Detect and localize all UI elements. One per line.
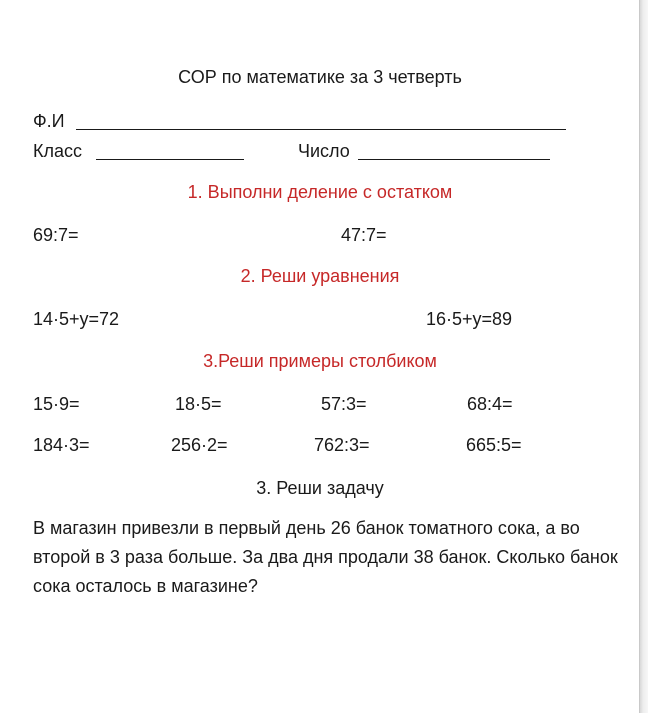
division-example: 69:7=	[33, 225, 79, 245]
section-division-heading: 1. Выполни деление с остатком	[187, 182, 453, 202]
section-problem-heading: 3. Реши задачу	[256, 478, 384, 498]
name-line	[76, 129, 566, 130]
problem-text: В магазин привезли в первый день 26 банок томатного сока, а во второй в 3 раза больше. За два дня продали 38 банок. Сколько банок сока осталось в магазине?	[33, 518, 618, 596]
page-edge	[639, 0, 648, 713]
class-label: Класс	[33, 141, 82, 161]
section-equations-heading: 2. Реши уравнения	[240, 266, 400, 286]
column-example: 665:5=	[466, 435, 522, 455]
equation: 16·5+y=89	[426, 309, 513, 329]
name-label: Ф.И	[33, 111, 65, 131]
division-example: 47:7=	[341, 225, 387, 245]
column-example: 57:3=	[321, 394, 367, 414]
class-line	[96, 159, 244, 160]
date-line	[358, 159, 550, 160]
column-example: 18·5=	[175, 394, 222, 414]
column-example: 762:3=	[314, 435, 370, 455]
column-example: 68:4=	[467, 394, 513, 414]
worksheet-title: СОР по математике за 3 четверть	[178, 67, 462, 87]
column-example: 256·2=	[171, 435, 228, 455]
column-example: 15·9=	[33, 394, 80, 414]
column-example: 184·3=	[33, 435, 90, 455]
equation: 14·5+y=72	[33, 309, 120, 329]
section-column-heading: 3.Реши примеры столбиком	[203, 351, 437, 371]
date-label: Число	[298, 141, 350, 161]
